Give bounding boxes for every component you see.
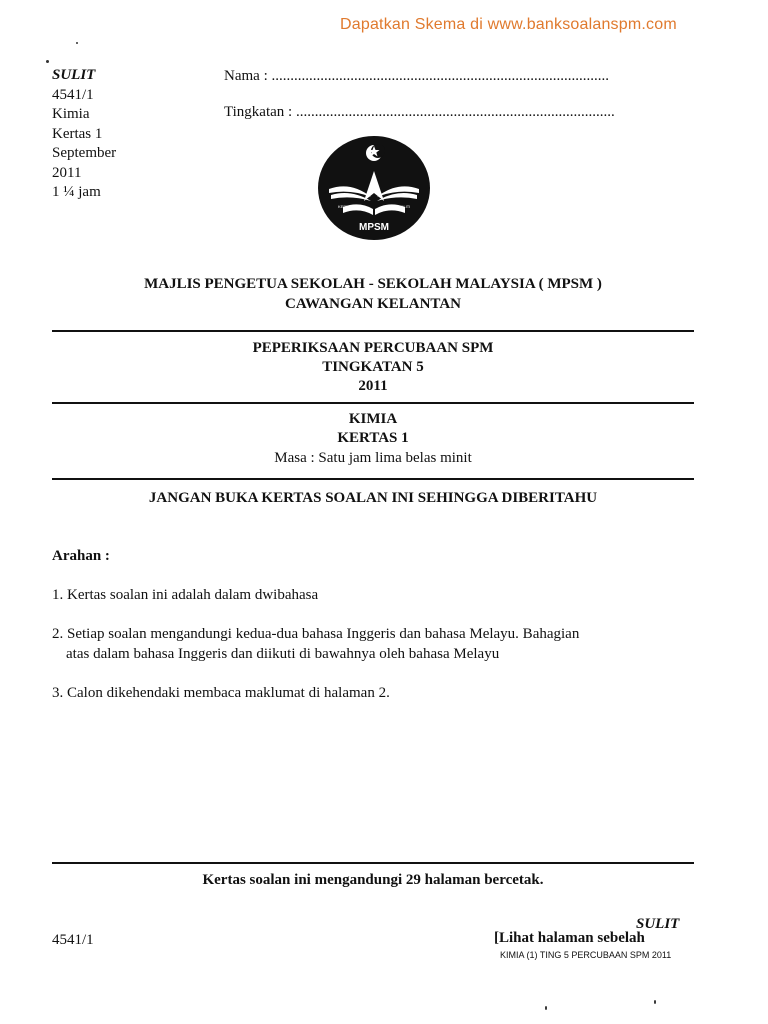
logo-text-right: BERKUALITI <box>387 204 411 209</box>
organisation-line-2: CAWANGAN KELANTAN <box>285 296 461 312</box>
paper-number: Kertas 1 <box>52 125 103 142</box>
exam-month: September <box>52 145 117 161</box>
mpsm-crest-icon <box>317 135 431 241</box>
scan-speck <box>545 1006 547 1010</box>
instruction-item: 2. Setiap soalan mengandungi kedua-dua bahasa Inggeris dan bahasa Melayu. Bahagian <box>52 626 580 642</box>
divider-line <box>52 402 694 404</box>
exam-title-line-1: PEPERIKSAAN PERCUBAAN SPM <box>252 340 494 356</box>
instruction-item-continued: atas dalam bahasa Inggeris dan diikuti di bawahnya oleh bahasa Melayu <box>66 646 500 662</box>
paper-code: 4541/1 <box>52 86 94 103</box>
instructions-heading: Arahan : <box>52 548 110 564</box>
exam-duration: 1 ¼ jam <box>52 184 101 200</box>
scan-speck <box>76 42 78 44</box>
page-count-note: Kertas soalan ini mengandungi 29 halaman bercetak. <box>202 872 544 888</box>
name-field[interactable]: Nama : .......................................................................................... <box>224 68 609 84</box>
scan-speck <box>46 60 49 63</box>
instruction-item: 1. Kertas soalan ini adalah dalam dwibahasa <box>52 587 319 603</box>
sulit-label-bottom: SULIT <box>636 916 680 932</box>
watermark-text: Dapatkan Skema di www.banksoalanspm.com <box>340 16 677 33</box>
turn-page-note: [Lihat halaman sebelah <box>494 930 645 946</box>
scan-speck <box>654 1000 656 1004</box>
header-left-block <box>52 66 116 203</box>
exam-title-year: 2011 <box>358 378 388 394</box>
logo-text-left: KEPIMPINAN <box>338 204 363 209</box>
divider-line <box>52 478 694 480</box>
instruction-item: 3. Calon dikehendaki membaca maklumat di halaman 2. <box>52 685 390 701</box>
paper-title: KERTAS 1 <box>337 430 409 446</box>
warning-text: JANGAN BUKA KERTAS SOALAN INI SEHINGGA DIBERITAHU <box>148 490 598 506</box>
divider-line <box>52 862 694 864</box>
exam-year: 2011 <box>52 164 82 181</box>
logo-text-bottom: MPSM <box>359 222 389 233</box>
form-field[interactable]: Tingkatan : ..................................................................................... <box>224 104 615 120</box>
sulit-label: SULIT <box>52 67 96 83</box>
divider-line <box>52 330 694 332</box>
subject-name: Kimia <box>52 106 90 122</box>
time-allowed: Masa : Satu jam lima belas minit <box>274 450 472 466</box>
footer-paper-code: 4541/1 <box>52 932 94 948</box>
organisation-line-1: MAJLIS PENGETUA SEKOLAH - SEKOLAH MALAYSIA ( MPSM ) <box>144 276 602 292</box>
exam-title-line-2: TINGKATAN 5 <box>322 359 424 375</box>
footer-small-note: KIMIA (1) TING 5 PERCUBAAN SPM 2011 <box>500 950 672 960</box>
subject-title: KIMIA <box>348 411 398 427</box>
